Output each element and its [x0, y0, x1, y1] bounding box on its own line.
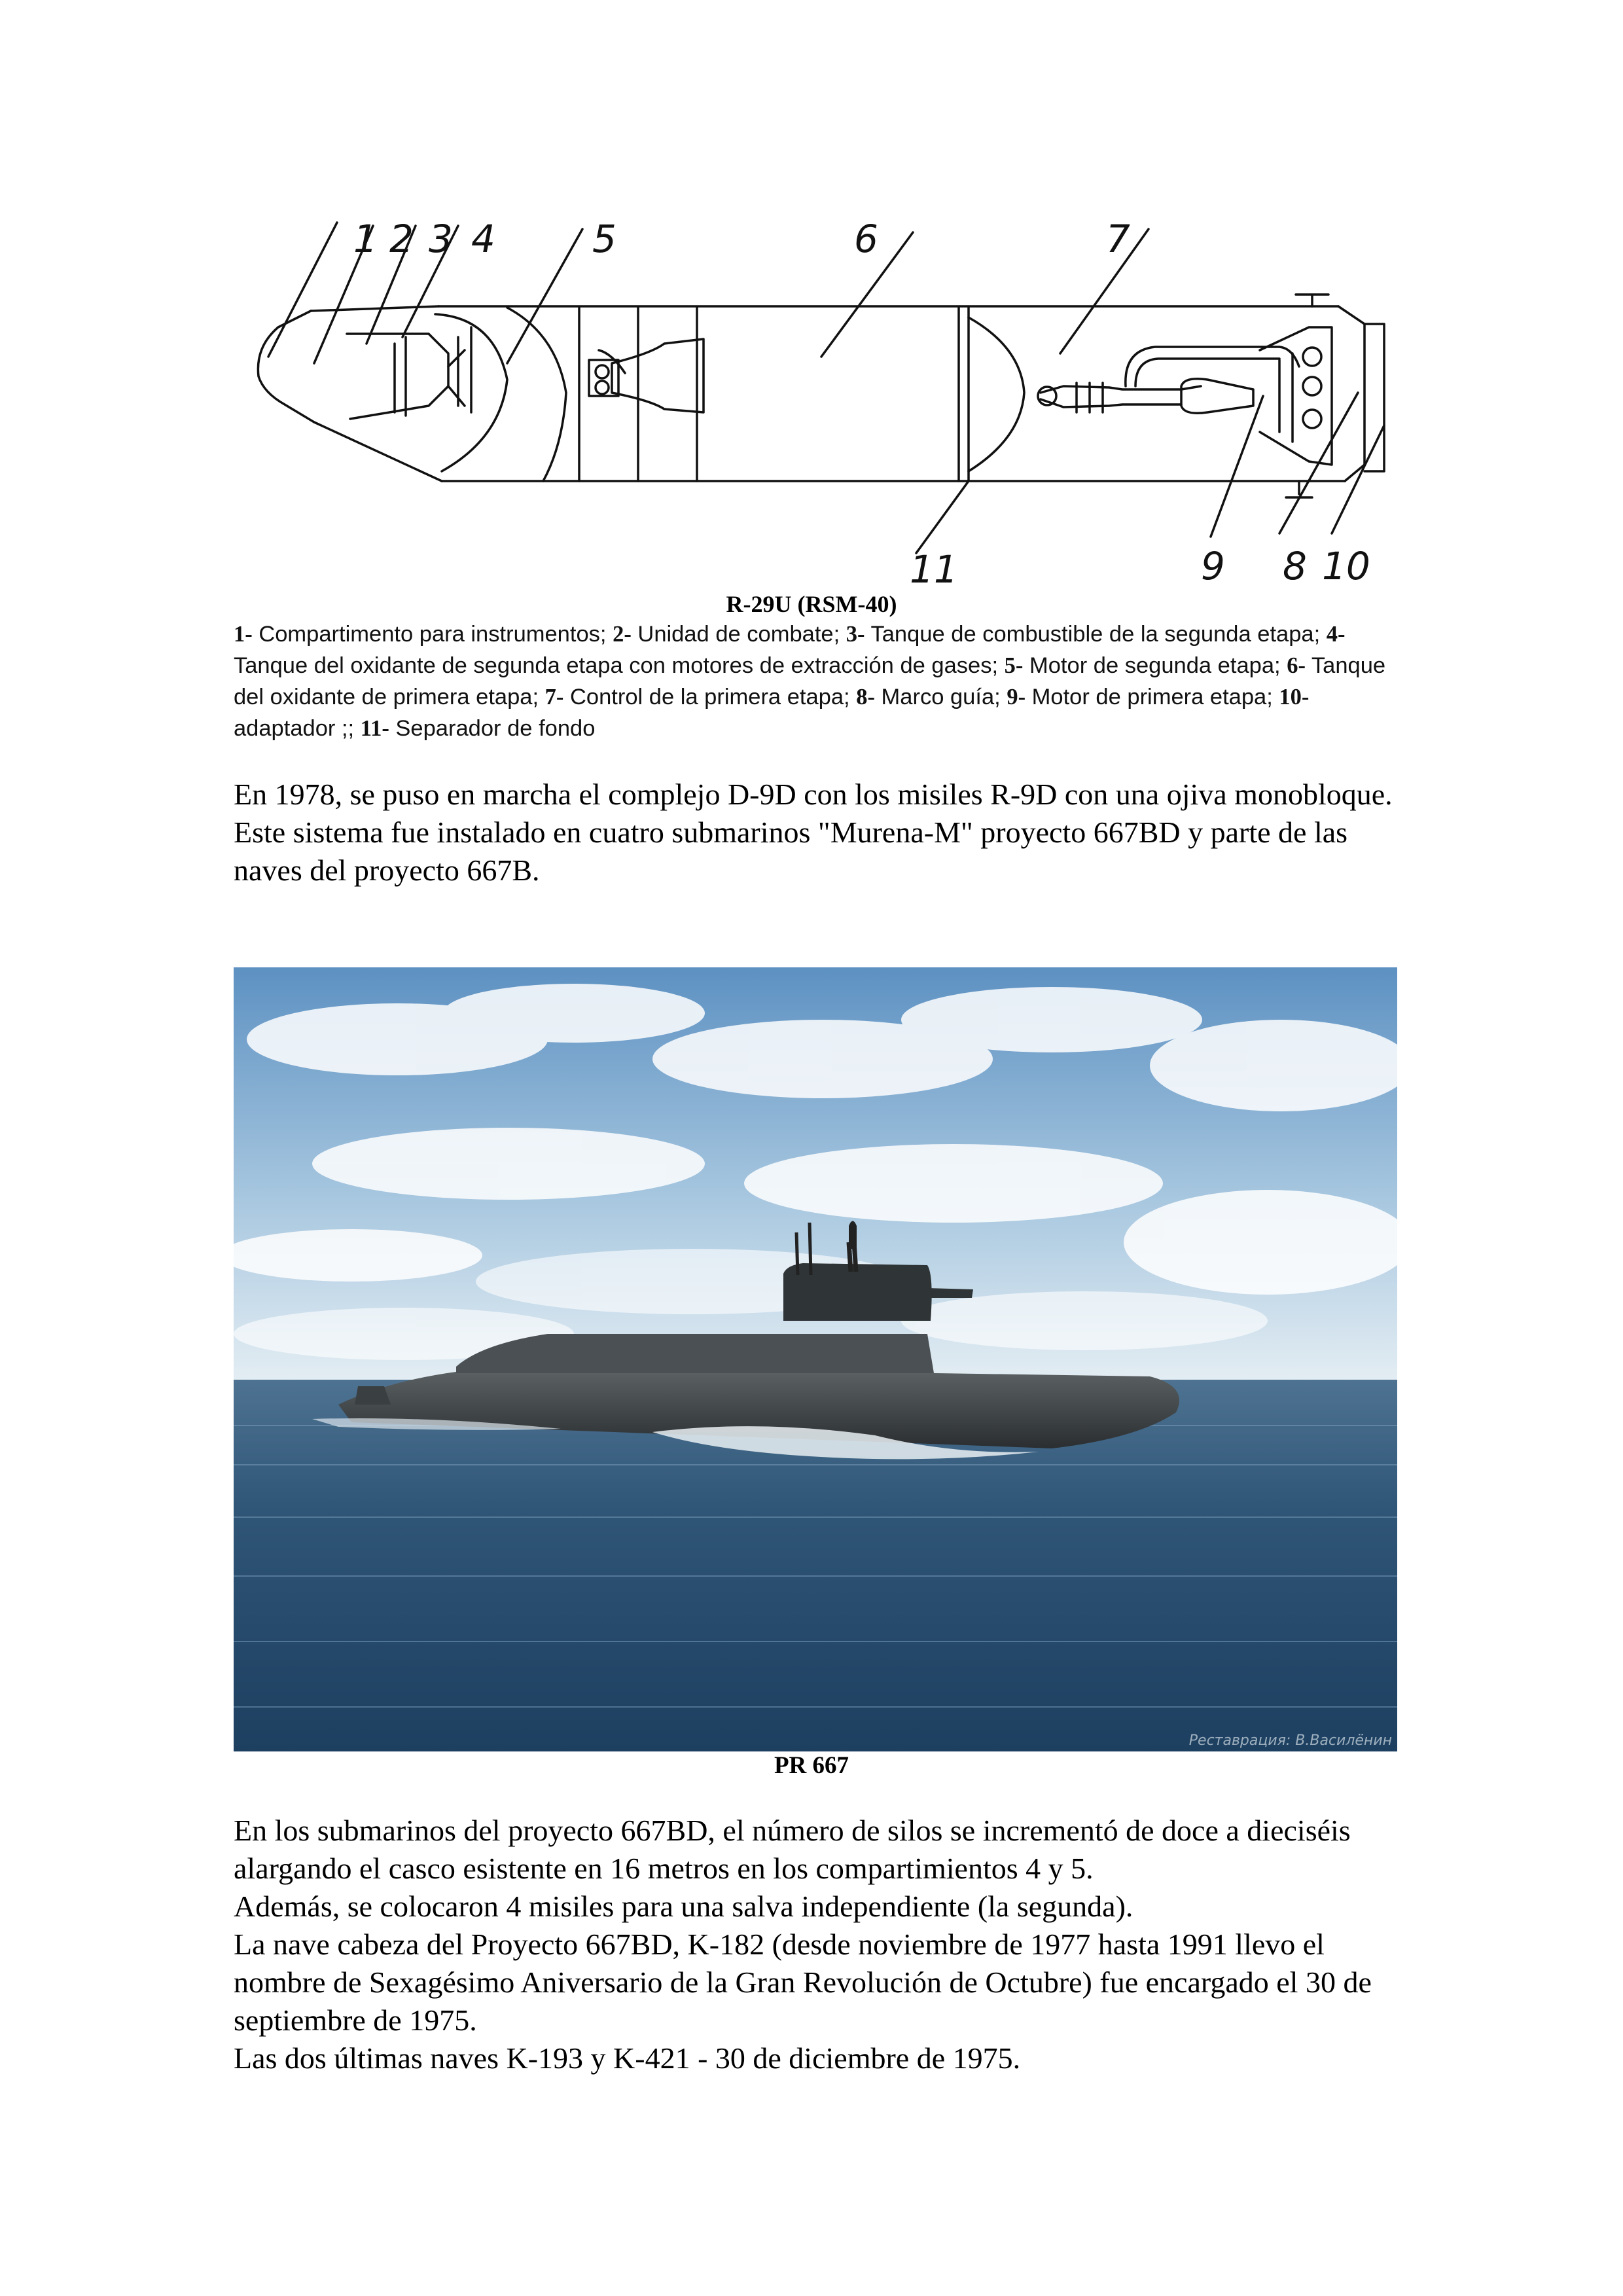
legend-text: Tanque de combustible de la segunda etapa; [865, 622, 1327, 647]
diagram-label-3: 3 [429, 217, 453, 261]
paragraph-line: La nave cabeza del Proyecto 667BD, K-182 (desde noviembre de 1977 hasta 1991 llevo el nombre de Sexagésimo Aniversario de la Gran Revolución de Octubre) fue encargado el 30 de septiembre de 1975. [234, 1928, 1372, 2037]
photo-watermark: Реставрация: В.Василёнин [1188, 1732, 1392, 1749]
legend-text: Separador de fondo [389, 716, 596, 741]
paragraph-line: Además, se colocaron 4 misiles para una salva independiente (la segunda). [234, 1890, 1133, 1923]
diagram-label-9: 9 [1201, 544, 1225, 583]
paragraph-2 [234, 1812, 1405, 2077]
diagram-label-1: 1 [353, 217, 378, 261]
diagram-label-8: 8 [1283, 544, 1307, 583]
diagram-label-4: 4 [471, 217, 495, 261]
diagram-label-7: 7 [1106, 217, 1130, 261]
paragraph-line: Este sistema fue instalado en cuatro submarinos "Murena-M" proyecto 667BD y parte de las naves del proyecto 667B. [234, 816, 1348, 887]
figure1-legend [234, 619, 1395, 744]
diagram-label-10: 10 [1322, 544, 1370, 583]
legend-number: 5- [1004, 653, 1024, 678]
legend-number: 7- [544, 685, 564, 709]
paragraph-line: En 1978, se puso en marcha el complejo D-9D con los misiles R-9D con una ojiva monobloque. [234, 778, 1393, 811]
legend-number: 9- [1007, 685, 1026, 709]
legend-text: Compartimento para instrumentos; [252, 622, 613, 647]
diagram-label-6: 6 [854, 217, 878, 261]
legend-number: 1- [234, 622, 253, 647]
legend-text: Tanque del oxidante de primera etapa; [234, 653, 1386, 709]
legend-number: 8- [856, 685, 875, 709]
paragraph-line: Las dos últimas naves K-193 y K-421 - 30 de diciembre de 1975. [234, 2041, 1021, 2075]
diagram-label-11: 11 [910, 547, 958, 583]
legend-number: 4- [1326, 622, 1346, 647]
legend-text: Tanque del oxidante de segunda etapa con motores de extracción de gases; [234, 653, 1005, 678]
paragraph-1 [234, 776, 1405, 889]
legend-text: Unidad de combate; [631, 622, 846, 647]
diagram-label-5: 5 [592, 217, 616, 261]
legend-text: Motor de segunda etapa; [1023, 653, 1287, 678]
figure2-caption: PR 667 [774, 1752, 849, 1779]
legend-text: adaptador ;; [234, 716, 361, 741]
missile-diagram [232, 196, 1397, 583]
legend-number: 10- [1279, 685, 1310, 709]
legend-number: 3- [846, 622, 865, 647]
legend-text: Marco guía; [874, 685, 1007, 709]
legend-number: 11- [360, 716, 389, 741]
figure1-title: R-29U (RSM-40) [726, 591, 897, 617]
submarine-photo [234, 967, 1397, 1751]
paragraph-line: En los submarinos del proyecto 667BD, el número de silos se incrementó de doce a dieciséis alargando el casco esistente en 16 metros en los compartimientos 4 y 5. [234, 1814, 1351, 1885]
legend-number: 2- [613, 622, 632, 647]
legend-text: Motor de primera etapa; [1026, 685, 1279, 709]
legend-text: Control de la primera etapa; [563, 685, 857, 709]
legend-number: 6- [1287, 653, 1306, 678]
diagram-label-2: 2 [389, 217, 414, 261]
